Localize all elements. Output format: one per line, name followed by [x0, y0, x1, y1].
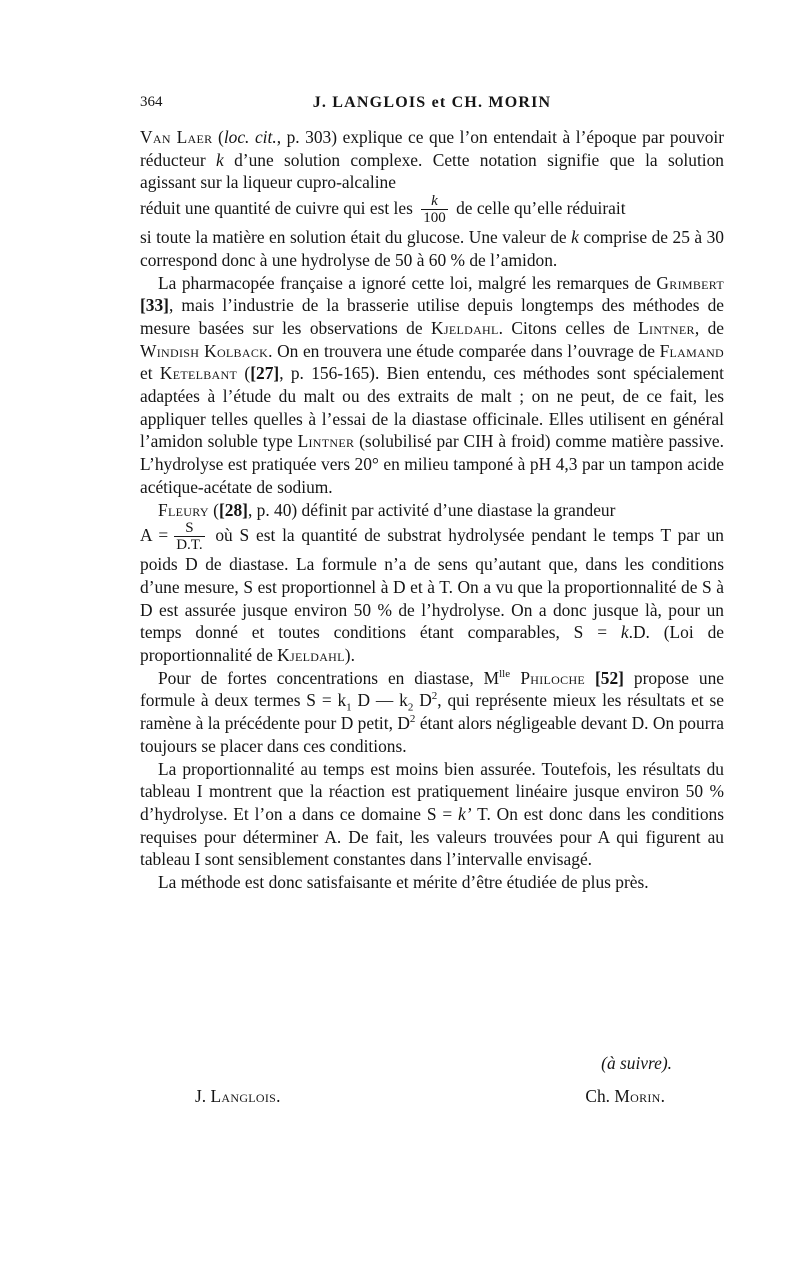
citation-italic: loc. cit.	[223, 127, 277, 147]
fraction-numerator: S	[185, 520, 194, 537]
superscript: 2	[409, 713, 416, 726]
text-run: , p. 40) définit par activité d’une diastase la grandeur	[247, 499, 616, 520]
text-run: comprise de 25 à 30 correspond donc à une hydrolyse de 50 à 60 % de l’amidon.	[140, 227, 725, 270]
author-name: Ketelbant	[159, 363, 238, 384]
text-run: ).	[344, 645, 355, 666]
fraction-k-over-100	[421, 194, 448, 226]
paragraph-conclusion	[140, 871, 724, 894]
reference-number: [27]	[250, 363, 280, 384]
math-variable: k’	[458, 803, 472, 824]
text-run: , p. 156-165). Bien entendu, ces méthodes sont spécialement adaptées à l’étude du malt ou des extraits de malt ; on ne peut, de ce fait, les appliquer telles quelles à l’essai de la diastase officinale. Elles utilisent en général l’amidon soluble type	[140, 363, 725, 452]
subscript: 1	[346, 701, 352, 714]
author-name: Morin	[614, 1086, 661, 1106]
text-run: . On en trouvera une étude comparée dans l’ouvrage de	[268, 340, 660, 361]
fraction-line	[140, 194, 724, 226]
text-run: étant alors négligeable devant D. On pourra toujours se placer dans ces conditions.	[140, 713, 724, 756]
text-run: . Citons celles de	[498, 317, 639, 338]
fraction-denominator: 100	[423, 210, 446, 227]
author-name: Van Laer	[140, 127, 213, 147]
text-run: J.	[195, 1086, 211, 1106]
text-run: T. On est donc dans les conditions requises pour déterminer A. De fait, les valeurs trouvées pour A qui figurent au tableau I sont sensiblement constantes dans l’intervalle envisagé.	[140, 803, 724, 870]
text-run: et	[140, 363, 160, 384]
text-run: (	[237, 363, 251, 384]
text-run: (	[208, 499, 219, 520]
text-run: si toute la matière en solution était du glucose. Une valeur de	[140, 227, 572, 248]
text-run: La proportionnalité au temps est moins bien assurée. Toutefois, les résultats du tableau I montrent que la réaction est pratiquement linéaire jusque environ 50 % d’hydrolyse. Et l’on a dans ce domaine S =	[140, 758, 724, 824]
text-run: D	[413, 690, 432, 711]
author-name: Lintner	[297, 431, 355, 452]
author-name: Langlois	[210, 1086, 277, 1106]
text-run: Pour de fortes concentrations en diastase, M	[158, 667, 500, 688]
text-run: de celle qu’elle réduirait	[456, 198, 626, 219]
text-run: propose une formule à deux termes S = k	[140, 667, 724, 711]
paragraph-philoche	[140, 667, 724, 758]
paragraph-pharmacopee	[140, 272, 724, 499]
text-run: réduit une quantité de cuivre qui est les	[140, 198, 413, 219]
fraction-s-over-dt	[174, 521, 204, 553]
reference-number: [28]	[218, 499, 248, 520]
reference-number: [52]	[585, 667, 624, 688]
text-run: (	[212, 127, 224, 147]
math-variable: k	[620, 622, 629, 643]
running-head: J. LANGLOIS et CH. MORIN	[312, 94, 552, 111]
text-run: (solubilisé par CIH à froid) comme matière passive. L’hydrolyse est pratiquée vers 20° en milieu tamponé à pH 4,3 par un tampon acide acétique-acétate de sodium.	[140, 431, 724, 497]
author-name: Philoche	[510, 667, 586, 688]
author-name: Flamand	[659, 340, 724, 361]
subscript: 2	[407, 701, 414, 714]
to-be-continued: (à suivre).	[601, 1053, 672, 1073]
author-name: Grimbert	[656, 272, 724, 293]
formula-lhs: A =	[140, 525, 169, 546]
fraction-numerator: k	[431, 193, 438, 210]
page-header	[140, 94, 724, 118]
author-name: Kjeldahl	[431, 317, 499, 338]
paragraph-van-laer	[140, 126, 724, 194]
text-run: , p. 303) explique ce que l’on entendait à l’époque par pouvoir réducteur	[140, 127, 725, 170]
author-name: Lintner	[638, 317, 695, 338]
text-run: , qui représente mieux les résultats et se ramène à la précédente pour D petit, D	[140, 690, 724, 734]
text-run: d’une solution complexe. Cette notation signifie que la solution agissant sur la liqueur cupro-alcaline	[140, 149, 725, 193]
reference-number: [33]	[140, 295, 169, 316]
text-run: Ch.	[585, 1086, 615, 1106]
text-run: où S est la quantité de substrat hydrolysée pendant le temps T par un poids D de diastase. La formule n’a de sens qu’autant que, dans les conditions d’une mesure, S est proportionnel à D et à T. On a vu que la proportionnalité de S à D est assurée jusque environ 50 % de l’hydrolyse. On a donc jusque là, pour un temps donné et toutes conditions étant comparables, S =	[140, 525, 724, 643]
text-run: D — k	[351, 690, 408, 711]
math-variable: k	[571, 227, 579, 248]
signature-morin	[585, 1086, 665, 1107]
text-run: .	[660, 1086, 665, 1106]
text-run: .D. (Loi de proportionnalité de	[140, 622, 724, 666]
author-name: Fleury	[158, 499, 209, 520]
page-number: 364	[140, 94, 163, 110]
author-name: Windish Kolback	[140, 340, 269, 361]
paragraph-continuation	[140, 226, 724, 271]
math-variable: k	[216, 149, 224, 170]
paragraph-temps	[140, 758, 724, 872]
paragraph-fleury	[140, 499, 724, 522]
signature-langlois	[195, 1086, 281, 1107]
text-run: , mais l’industrie de la brasserie utilise depuis longtemps des méthodes de mesure basées sur les observations de	[140, 295, 724, 338]
formula-line	[140, 521, 724, 667]
author-name: Kjeldahl	[277, 645, 345, 666]
text-run: La pharmacopée française a ignoré cette loi, malgré les remarques de	[158, 272, 657, 293]
superscript: lle	[499, 667, 511, 680]
text-run: , de	[694, 317, 724, 338]
superscript: 2	[431, 690, 438, 703]
article-body	[140, 126, 724, 894]
fraction-denominator: D.T.	[176, 537, 203, 554]
text-run: La méthode est donc satisfaisante et mérite d’être étudiée de plus près.	[158, 872, 649, 893]
text-run: .	[276, 1086, 281, 1106]
